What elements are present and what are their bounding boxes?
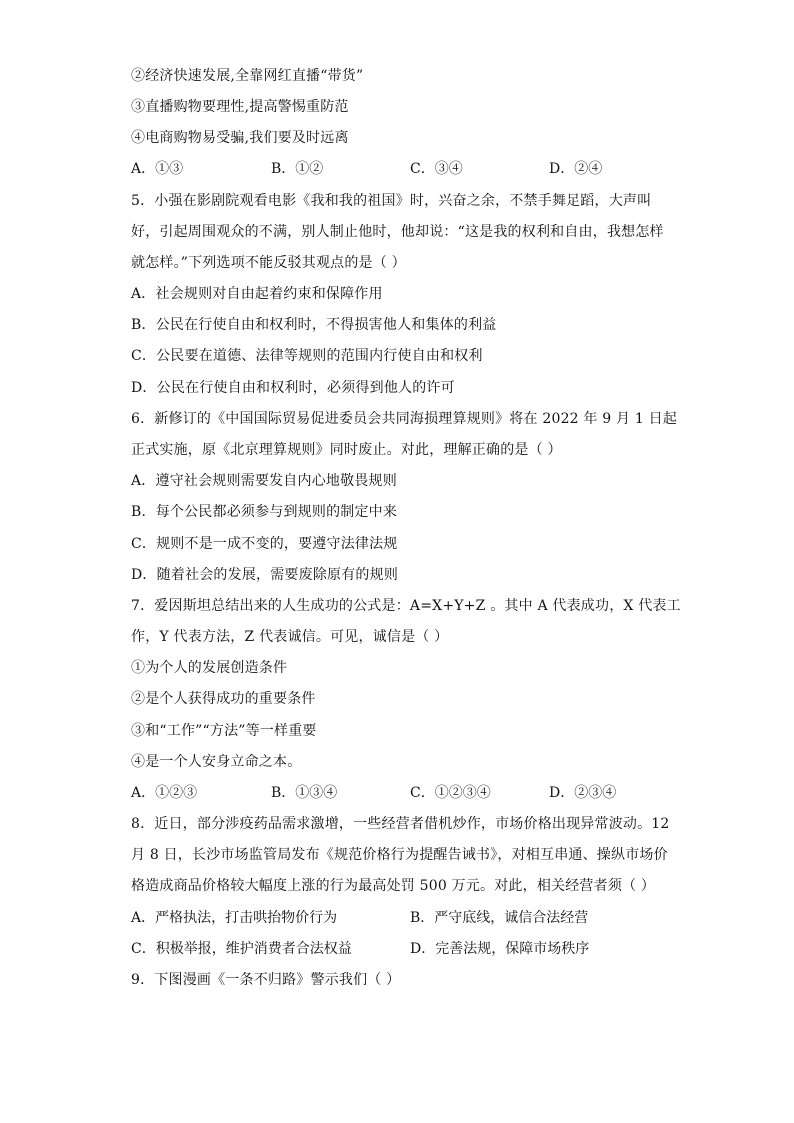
q7-item-1: ①为个人的发展创造条件: [131, 660, 288, 676]
q6-option-a: A．遵守社会规则需要发自内心地敬畏规则: [131, 473, 397, 489]
q8-option-b: B．严守底线，诚信合法经营: [410, 910, 589, 926]
q8-option-a: A．严格执法，打击哄抬物价行为: [131, 910, 338, 926]
q6-stem-line-2: 正式实施，原《北京理算规则》同时废止。对此，理解正确的是（ ）: [131, 442, 562, 458]
q4-option-b: B．①②: [271, 161, 324, 177]
q4-item-2: ②经济快速发展,全靠网红直播“带货”: [131, 68, 364, 84]
q7-stem-line-2: 作，Y 代表方法，Z 代表诚信。可见，诚信是（ ）: [131, 629, 449, 645]
q9-stem: 9．下图漫画《一条不归路》警示我们（ ）: [131, 972, 401, 988]
q7-option-b: B．①③④: [271, 785, 338, 801]
q7-option-a: A．①②③: [131, 785, 198, 801]
q5-option-d: D．公民在行使自由和权利时，必须得到他人的许可: [131, 380, 455, 396]
q5-stem-line-2: 好，引起周围观众的不满，别人制止他时，他却说：“这是我的权利和自由，我想怎样: [131, 224, 664, 240]
q6-stem-line-1: 6．新修订的《中国国际贸易促进委员会共同海损理算规则》将在 2022 年 9 月 1 日起: [131, 411, 678, 427]
q8-stem-line-1: 8．近日，部分涉疫药品需求激增，一些经营者借机炒作，市场价格出现异常波动。12: [131, 816, 670, 832]
q5-stem-line-3: 就怎样。”下列选项不能反驳其观点的是（ ）: [131, 255, 406, 271]
q6-option-b: B．每个公民都必须参与到规则的制定中来: [131, 504, 398, 520]
q7-stem-line-1: 7．爱因斯坦总结出来的人生成功的公式是：A=X+Y+Z 。其中 A 代表成功，X 代表工: [131, 598, 681, 614]
q8-option-d: D．完善法规，保障市场秩序: [410, 941, 590, 957]
q4-option-d: D．②④: [549, 161, 603, 177]
q4-item-4: ④电商购物易受骗,我们要及时远离: [131, 130, 349, 146]
q5-option-c: C．公民要在道德、法律等规则的范围内行使自由和权利: [131, 348, 483, 364]
q7-item-2: ②是个人获得成功的重要条件: [131, 691, 316, 707]
q6-option-c: C．规则不是一成不变的，要遵守法律法规: [131, 536, 398, 552]
q7-option-d: D．②③④: [549, 785, 617, 801]
q7-item-4: ④是一个人安身立命之本。: [131, 754, 302, 770]
q4-option-c: C．③④: [410, 161, 463, 177]
q7-option-c: C．①②③④: [410, 785, 491, 801]
q7-item-3: ③和“工作”“方法”等一样重要: [131, 723, 317, 739]
q8-stem-line-3: 格造成商品价格较大幅度上涨的行为最高处罚 500 万元。对此，相关经营者须（ ）: [131, 878, 656, 894]
q5-option-a: A．社会规则对自由起着约束和保障作用: [131, 286, 383, 302]
q5-stem-line-1: 5．小强在影剧院观看电影《我和我的祖国》时，兴奋之余，不禁手舞足蹈，大声叫: [131, 193, 652, 209]
q8-stem-line-2: 月 8 日，长沙市场监管局发布《规范价格行为提醒告诫书》，对相互串通、操纵市场价: [131, 847, 668, 863]
q4-item-3: ③直播购物要理性,提高警惕重防范: [131, 99, 349, 115]
q8-option-c: C．积极举报，维护消费者合法权益: [131, 941, 352, 957]
q4-option-a: A．①③: [131, 161, 184, 177]
q5-option-b: B．公民在行使自由和权利时，不得损害他人和集体的利益: [131, 317, 497, 333]
q6-option-d: D．随着社会的发展，需要废除原有的规则: [131, 567, 399, 583]
